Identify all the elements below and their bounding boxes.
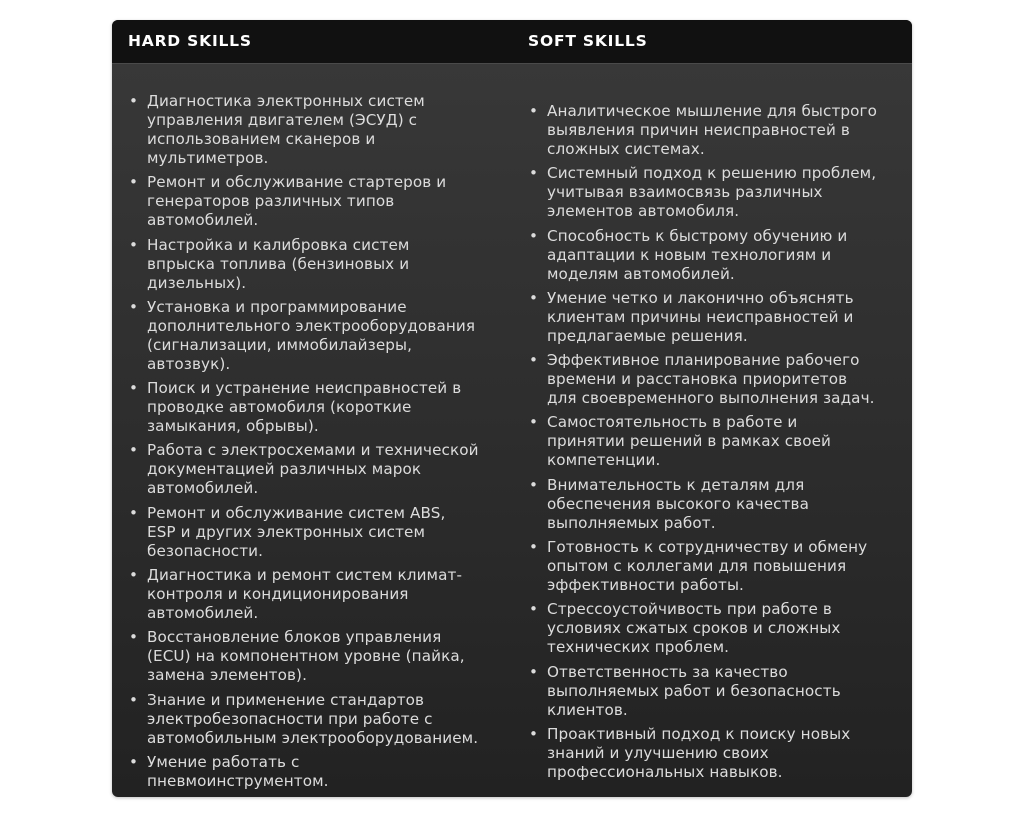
soft-skill-item (529, 289, 879, 346)
soft-skill-text: Проактивный подход к поиску новых знаний и улучшению своих профессиональных навыков. (547, 724, 851, 781)
soft-skill-item (529, 351, 879, 408)
hard-skill-text: Диагностика электронных систем управления двигателем (ЭСУД) с использованием сканеров и мультиметров. (147, 92, 425, 167)
soft-skill-item (529, 600, 879, 657)
hard-skill-text: Ремонт и обслуживание стартеров и генераторов различных типов автомобилей. (147, 173, 447, 230)
hard-skill-item (129, 628, 479, 685)
hard-skill-item (129, 691, 479, 748)
soft-skill-text: Системный подход к решению проблем, учитывая взаимосвязь различных элементов автомобиля. (547, 164, 877, 221)
bullet-icon: • (529, 475, 539, 494)
bullet-icon: • (129, 752, 139, 771)
bullet-icon: • (129, 441, 139, 460)
hard-skills-heading: HARD SKILLS (128, 32, 252, 50)
hard-skill-text: Установка и программирование дополнительного электрооборудования (сигнализации, иммобилайзеры, автозвук). (147, 297, 476, 373)
hard-skill-text: Поиск и устранение неисправностей в проводке автомобиля (короткие замыкания, обрывы). (147, 379, 462, 436)
soft-skills-heading: SOFT SKILLS (528, 32, 648, 50)
bullet-icon: • (529, 102, 539, 120)
soft-skill-item (529, 725, 879, 782)
bullet-icon: • (129, 92, 139, 110)
soft-skill-text: Самостоятельность в работе и принятии решений в рамках своей компетенции. (547, 413, 832, 470)
soft-skill-item (529, 413, 879, 470)
soft-skill-text: Готовность к сотрудничеству и обмену опытом с коллегами для повышения эффективности работы. (547, 538, 868, 595)
hard-skill-item (129, 173, 479, 230)
soft-skill-item (529, 102, 879, 159)
hard-skill-item (129, 504, 479, 561)
hard-skill-item (129, 298, 479, 374)
bullet-icon: • (129, 297, 139, 316)
soft-skill-item (529, 164, 879, 221)
skills-card (112, 20, 912, 797)
hard-skill-text: Умение работать с пневмоинструментом. (147, 752, 329, 790)
bullet-icon: • (129, 173, 139, 192)
hard-skill-text: Настройка и калибровка систем впрыска топлива (бензиновых и дизельных). (147, 235, 410, 292)
hard-skill-text: Работа с электросхемами и технической документацией различных марок автомобилей. (147, 441, 479, 498)
bullet-icon: • (129, 503, 139, 522)
hard-skill-item (129, 236, 479, 293)
hard-skill-item (129, 441, 479, 498)
hard-skill-item (129, 379, 479, 436)
hard-skill-item (129, 92, 479, 168)
bullet-icon: • (529, 600, 539, 619)
soft-skill-text: Способность к быстрому обучению и адаптации к новым технологиям и моделям автомобилей. (547, 226, 848, 283)
bullet-icon: • (529, 164, 539, 183)
bullet-icon: • (129, 628, 139, 647)
hard-skill-text: Восстановление блоков управления (ECU) на компонентном уровне (пайка, замена элементов). (147, 628, 465, 685)
soft-skill-text: Внимательность к деталям для обеспечения высокого качества выполняемых работ. (547, 475, 810, 532)
soft-skill-text: Аналитическое мышление для быстрого выявления причин неисправностей в сложных системах. (547, 102, 878, 158)
hard-skill-text: Ремонт и обслуживание систем ABS, ESP и других электронных систем безопасности. (147, 503, 446, 560)
soft-skill-text: Ответственность за качество выполняемых работ и безопасность клиентов. (547, 662, 841, 719)
soft-skills-list (529, 102, 879, 787)
soft-skill-item (529, 227, 879, 284)
soft-skill-item (529, 476, 879, 533)
bullet-icon: • (129, 379, 139, 398)
hard-skill-item (129, 753, 479, 791)
hard-skill-text: Знание и применение стандартов электробезопасности при работе с автомобильным электрооборудованием. (147, 690, 479, 747)
bullet-icon: • (529, 226, 539, 245)
bullet-icon: • (529, 351, 539, 370)
bullet-icon: • (529, 724, 539, 743)
soft-skill-text: Эффективное планирование рабочего времени и расстановка приоритетов для своевременного выполнения задач. (547, 351, 875, 408)
hard-skill-text: Диагностика и ремонт систем климат-контроля и кондиционирования автомобилей. (147, 566, 463, 623)
bullet-icon: • (529, 288, 539, 307)
soft-skill-item (529, 663, 879, 720)
soft-skill-text: Стрессоустойчивость при работе в условиях сжатых сроков и сложных технических проблем. (547, 600, 841, 657)
bullet-icon: • (529, 538, 539, 557)
soft-skill-text: Умение четко и лаконично объяснять клиентам причины неисправностей и предлагаемые решения. (547, 288, 854, 345)
soft-skill-item (529, 538, 879, 595)
bullet-icon: • (129, 690, 139, 709)
hard-skills-list (129, 92, 479, 796)
bullet-icon: • (129, 566, 139, 585)
hard-skill-item (129, 566, 479, 623)
bullet-icon: • (529, 662, 539, 681)
bullet-icon: • (529, 413, 539, 432)
skills-table-header (112, 20, 912, 64)
bullet-icon: • (129, 235, 139, 254)
